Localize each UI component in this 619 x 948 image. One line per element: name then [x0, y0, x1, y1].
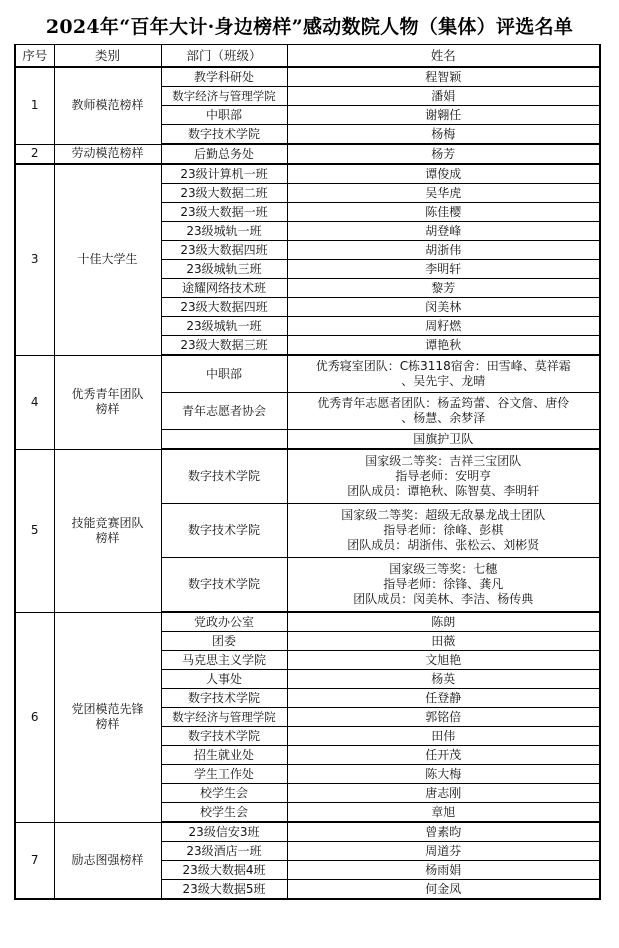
- dept-cell: 团委: [161, 632, 287, 651]
- dept-cell: 23级大数据一班: [161, 203, 287, 222]
- name-line: 、吴先宇、龙晴: [401, 374, 486, 388]
- category-line: 榜样: [95, 402, 120, 416]
- table-row: [15, 67, 600, 87]
- dept-cell: 23级计算机一班: [161, 164, 287, 184]
- name-line: 团队成员：闵美林、李洁、杨传典: [353, 592, 534, 606]
- table-row: [15, 822, 600, 842]
- table-row: [15, 144, 600, 164]
- dept-cell: 23级信安3班: [161, 822, 287, 842]
- name-cell: 谭艳秋: [287, 336, 600, 356]
- dept-cell: 中职部: [161, 355, 287, 393]
- name-cell: 李明轩: [287, 260, 600, 279]
- header-category: 类别: [54, 45, 161, 68]
- dept-cell: 教学科研处: [161, 67, 287, 87]
- name-cell: 文旭艳: [287, 651, 600, 670]
- dept-cell: 23级大数据四班: [161, 241, 287, 260]
- name-cell: 黎芳: [287, 279, 600, 298]
- name-cell: [287, 393, 600, 430]
- page-title: 2024年“百年大计·身边榜样”感动数院人物（集体）评选名单: [45, 16, 574, 38]
- name-cell: 周道芬: [287, 842, 600, 861]
- name-cell: 何金凤: [287, 880, 600, 900]
- name-line: 、杨慧、余梦泽: [401, 411, 486, 425]
- header-name: 姓名: [287, 45, 600, 68]
- dept-cell: 青年志愿者协会: [161, 393, 287, 430]
- dept-cell: 23级大数据5班: [161, 880, 287, 900]
- dept-cell: 数字技术学院: [161, 727, 287, 746]
- name-cell: 郭铭倍: [287, 708, 600, 727]
- category-line: 技能竞赛团队: [71, 515, 144, 530]
- dept-cell: [161, 430, 287, 450]
- name-cell: 任开茂: [287, 746, 600, 765]
- dept-cell: 数字技术学院: [161, 449, 287, 504]
- name-cell: 章旭: [287, 803, 600, 823]
- table-row: [15, 449, 600, 504]
- category-line: 优秀青年团队: [71, 387, 144, 401]
- name-cell: [287, 558, 600, 613]
- name-line: 国家级二等奖：超级无敌暴龙战士团队: [341, 508, 546, 522]
- name-cell: 唐志刚: [287, 784, 600, 803]
- name-cell: 谢翱任: [287, 106, 600, 125]
- name-line: 国家级二等奖：吉祥三宝团队: [365, 454, 522, 468]
- table-row: [15, 612, 600, 632]
- section-no: 3: [15, 164, 54, 355]
- name-line: 指导老师：徐峰、彭棋: [383, 523, 504, 537]
- name-cell: 潘娟: [287, 87, 600, 106]
- name-cell: [287, 504, 600, 558]
- section-no: 4: [15, 355, 54, 449]
- name-cell: 曾素昀: [287, 822, 600, 842]
- name-cell: 杨芳: [287, 144, 600, 164]
- section-category: [54, 612, 161, 822]
- dept-cell: 途耀网络技术班: [161, 279, 287, 298]
- name-line: 国家级三等奖：七穗: [389, 562, 498, 576]
- name-cell: 陈朗: [287, 612, 600, 632]
- dept-cell: 党政办公室: [161, 612, 287, 632]
- dept-cell: 23级大数据4班: [161, 861, 287, 880]
- name-cell: 杨雨娟: [287, 861, 600, 880]
- section-category: 教师模范榜样: [54, 67, 161, 144]
- dept-cell: 23级大数据三班: [161, 336, 287, 356]
- name-cell: 陈佳樱: [287, 203, 600, 222]
- dept-cell: 23级大数据二班: [161, 184, 287, 203]
- section-category: [54, 449, 161, 612]
- name-line: 优秀青年志愿者团队：杨孟筠蕾、谷文詹、唐伶: [317, 396, 570, 410]
- name-cell: 田薇: [287, 632, 600, 651]
- dept-cell: 数字经济与管理学院: [161, 708, 287, 727]
- category-line: 榜样: [95, 717, 120, 731]
- category-line: 榜样: [95, 530, 120, 545]
- name-cell: 杨英: [287, 670, 600, 689]
- section-no: 7: [15, 822, 54, 899]
- dept-cell: 中职部: [161, 106, 287, 125]
- name-cell: 田伟: [287, 727, 600, 746]
- header-no: 序号: [15, 45, 54, 68]
- name-line: 团队成员：胡浙伟、张松云、刘彬贤: [347, 538, 540, 552]
- section-category: 励志图强榜样: [54, 822, 161, 899]
- dept-cell: 学生工作处: [161, 765, 287, 784]
- dept-cell: 数字技术学院: [161, 125, 287, 145]
- section-category: 劳动模范榜样: [54, 144, 161, 164]
- name-cell: 闵美林: [287, 298, 600, 317]
- name-cell: 杨梅: [287, 125, 600, 145]
- header-dept: 部门（班级）: [161, 45, 287, 68]
- name-cell: 胡登峰: [287, 222, 600, 241]
- name-cell: 任登静: [287, 689, 600, 708]
- dept-cell: 招生就业处: [161, 746, 287, 765]
- dept-cell: 人事处: [161, 670, 287, 689]
- name-line: 指导老师：徐锋、龚凡: [383, 577, 504, 591]
- section-no: 1: [15, 67, 54, 144]
- name-cell: 国旗护卫队: [287, 430, 600, 450]
- name-cell: 吴华虎: [287, 184, 600, 203]
- dept-cell: 23级大数据四班: [161, 298, 287, 317]
- dept-cell: 23级城轨三班: [161, 260, 287, 279]
- dept-cell: 校学生会: [161, 803, 287, 823]
- awardee-table: [14, 44, 601, 900]
- table-row: [15, 355, 600, 393]
- dept-cell: 后勤总务处: [161, 144, 287, 164]
- table-row: [15, 164, 600, 184]
- name-cell: 胡浙伟: [287, 241, 600, 260]
- dept-cell: 数字经济与管理学院: [161, 87, 287, 106]
- section-category: [54, 355, 161, 449]
- dept-cell: 23级城轨一班: [161, 222, 287, 241]
- name-line: 优秀寝室团队：C栋3118宿舍：田雪峰、莫祥霜: [315, 359, 571, 373]
- section-no: 6: [15, 612, 54, 822]
- dept-cell: 数字技术学院: [161, 689, 287, 708]
- section-no: 2: [15, 144, 54, 164]
- dept-cell: 校学生会: [161, 784, 287, 803]
- dept-cell: 数字技术学院: [161, 558, 287, 613]
- dept-cell: 23级城轨一班: [161, 317, 287, 336]
- category-line: 党团模范先锋: [71, 702, 144, 716]
- name-cell: 谭俊成: [287, 164, 600, 184]
- name-cell: 周籽燃: [287, 317, 600, 336]
- name-line: 指导老师：安明亨: [395, 469, 492, 483]
- name-cell: [287, 355, 600, 393]
- name-cell: [287, 449, 600, 504]
- section-no: 5: [15, 449, 54, 612]
- dept-cell: 23级酒店一班: [161, 842, 287, 861]
- name-cell: 程智颖: [287, 67, 600, 87]
- name-line: 团队成员：谭艳秋、陈智莫、李明轩: [347, 484, 540, 498]
- section-category: 十佳大学生: [54, 164, 161, 355]
- dept-cell: 数字技术学院: [161, 504, 287, 558]
- dept-cell: 马克思主义学院: [161, 651, 287, 670]
- name-cell: 陈大梅: [287, 765, 600, 784]
- table-header-row: [15, 45, 600, 68]
